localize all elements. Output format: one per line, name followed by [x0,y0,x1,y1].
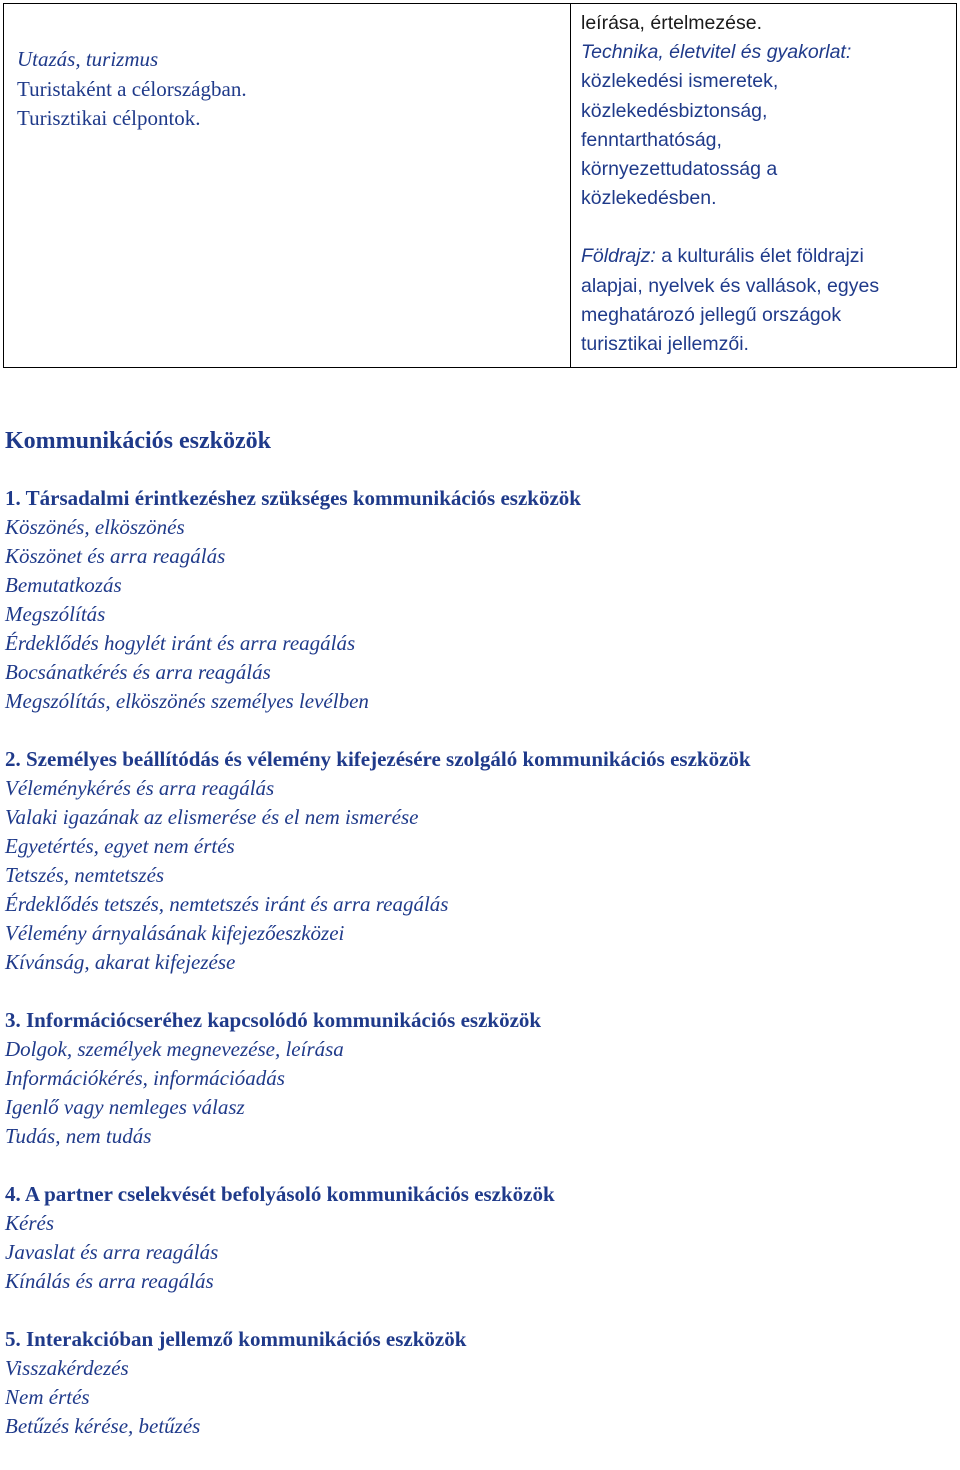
connections-first-line: leírása, értelmezése. [581,12,762,34]
topic-line: Turisztikai célpontok. [17,106,201,130]
connections-line: közlekedésben. [581,187,717,210]
curriculum-table [3,3,957,368]
connections-line: alapjai, nyelvek és vallások, egyes [581,274,880,297]
topic-title: Utazás, turizmus [17,47,159,71]
list-item: Tetszés, nemtetszés [5,863,165,887]
list-item: Vélemény árnyalásának kifejezőeszközei [5,921,345,945]
list-item: Véleménykérés és arra reagálás [5,776,275,800]
connections-text: a kulturális élet földrajzi [655,245,864,268]
tool-group [5,1325,955,1441]
group-heading: 4. A partner cselekvését befolyásoló kommunikációs eszközök [5,1182,555,1206]
list-item: Egyetértés, egyet nem értés [5,834,235,858]
group-heading: 2. Személyes beállítódás és vélemény kifejezésére szolgáló kommunikációs eszközök [5,747,751,771]
group-heading: 1. Társadalmi érintkezéshez szükséges kommunikációs eszközök [5,486,581,510]
communication-tools-list [5,484,955,1470]
connections-cell [571,4,957,368]
list-item: Köszönés, elköszönés [5,515,185,539]
list-item: Javaslat és arra reagálás [5,1240,219,1264]
topic-cell [4,4,571,368]
list-item: Kérés [5,1211,54,1235]
list-item: Megszólítás, elköszönés személyes levélben [5,689,369,713]
tool-group [5,484,955,716]
connections-line: környezettudatosság a [581,158,778,181]
list-item: Megszólítás [5,602,106,626]
list-item: Nem értés [5,1385,90,1409]
connections-label: Technika, életvitel és gyakorlat: [581,41,852,64]
list-item: Információkérés, információadás [5,1066,285,1090]
tool-group [5,1180,955,1296]
group-heading: 3. Információcseréhez kapcsolódó kommunikációs eszközök [5,1008,542,1032]
topic-line: Turistaként a célországban. [17,76,247,101]
list-item: Kívánság, akarat kifejezése [5,950,236,974]
list-item: Érdeklődés tetszés, nemtetszés iránt és arra reagálás [5,892,449,916]
connections-line: közlekedési ismeretek, [581,70,779,93]
connections-line: turisztikai jellemzői. [581,333,749,356]
section-title: Kommunikációs eszközök [5,428,272,454]
list-item: Igenlő vagy nemleges válasz [5,1095,245,1119]
list-item: Dolgok, személyek megnevezése, leírása [5,1037,344,1061]
connections-line: fenntarthatóság, [581,128,722,151]
list-item: Tudás, nem tudás [5,1124,152,1148]
table-row [4,4,957,368]
connections-line: közlekedésbiztonság, [581,99,768,122]
list-item: Köszönet és arra reagálás [5,544,226,568]
list-item: Bocsánatkérés és arra reagálás [5,660,271,684]
list-item: Valaki igazának az elismerése és el nem ismerése [5,805,419,829]
tool-group [5,745,955,977]
tool-group [5,1006,955,1151]
group-heading: 5. Interakcióban jellemző kommunikációs eszközök [5,1327,467,1351]
list-item: Kínálás és arra reagálás [5,1269,214,1293]
connections-line [581,242,956,271]
list-item: Visszakérdezés [5,1356,129,1380]
list-item: Bemutatkozás [5,573,122,597]
list-item: Érdeklődés hogylét iránt és arra reagálás [5,631,356,655]
connections-label: Földrajz: [581,245,656,268]
connections-line: meghatározó jellegű országok [581,303,842,326]
list-item: Betűzés kérése, betűzés [5,1414,201,1438]
